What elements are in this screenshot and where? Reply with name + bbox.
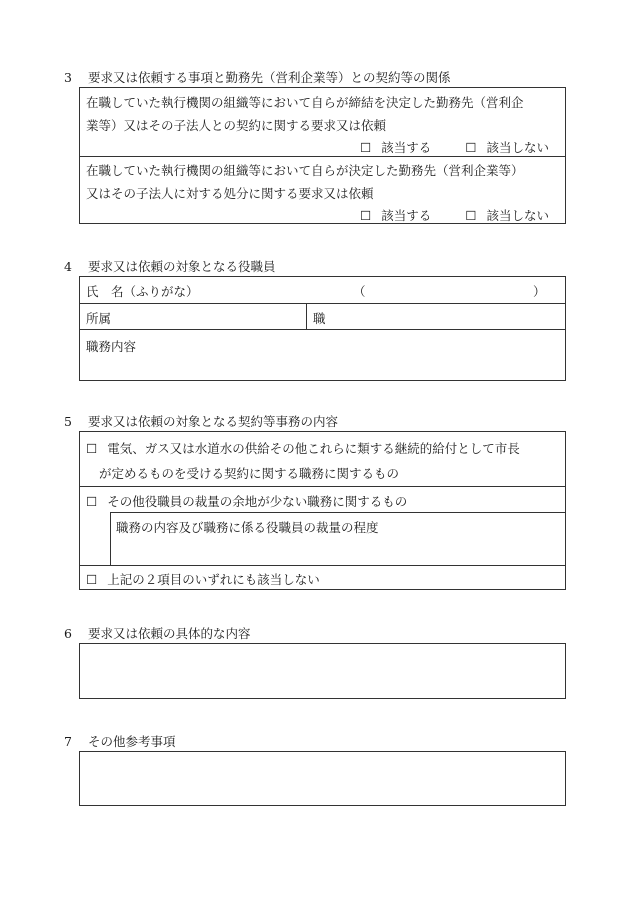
checkbox-icon[interactable]: ☐	[465, 140, 477, 155]
affiliation-label: 所属	[86, 311, 112, 326]
discretion-detail-box[interactable]	[110, 512, 566, 565]
option-text: 上記の２項目のいずれにも該当しない	[107, 572, 320, 587]
section-number: 6	[64, 626, 72, 641]
contract-text-line-1: 在職していた執行機関の組織等において自らが締結を決定した勤務先（営利企	[86, 95, 524, 110]
checkbox-icon[interactable]: ☐	[360, 140, 372, 155]
furigana-paren-open: （	[353, 284, 366, 299]
low-discretion-line	[86, 492, 407, 510]
section-title: その他参考事項	[88, 734, 176, 749]
section-number: 5	[64, 414, 72, 429]
column-divider	[306, 304, 307, 329]
none-option-line	[86, 570, 320, 588]
section-5-heading	[64, 412, 338, 430]
option-label: 該当しない	[486, 208, 549, 223]
checkbox-icon[interactable]: ☐	[86, 441, 98, 456]
contract-duty-table	[79, 431, 566, 590]
contract-options	[360, 138, 549, 156]
option-text: その他役職員の裁量の余地が少ない職務に関するもの	[107, 494, 408, 509]
contract-text-line-2: 業等）又はその子法人との契約に関する要求又は依頼	[86, 118, 387, 133]
employee-table	[79, 276, 566, 381]
affiliation-row	[80, 303, 565, 329]
disposition-not-applies-option[interactable]	[465, 206, 549, 224]
section-title: 要求又は依頼の対象となる役職員	[88, 259, 276, 274]
utility-option-line-1	[86, 439, 520, 457]
request-details-box[interactable]	[79, 643, 566, 699]
option-label: 該当しない	[486, 140, 549, 155]
section-7-heading	[64, 732, 176, 750]
disposition-applies-option[interactable]	[360, 206, 431, 224]
section-title: 要求又は依頼の具体的な内容	[88, 626, 251, 641]
checkbox-icon[interactable]: ☐	[86, 572, 98, 587]
checkbox-icon[interactable]: ☐	[360, 208, 372, 223]
low-discretion-option[interactable]	[80, 486, 565, 565]
utility-option-line-2: が定めるものを受ける契約に関する職務に関するもの	[99, 466, 400, 481]
section-number: 3	[64, 70, 72, 85]
contract-applies-option[interactable]	[360, 138, 431, 156]
duties-label: 職務内容	[86, 339, 137, 354]
section-number: 4	[64, 259, 72, 274]
checkbox-icon[interactable]: ☐	[86, 494, 98, 509]
option-text: 電気、ガス又は水道水の供給その他これらに類する継続的給付として市長	[107, 441, 520, 456]
none-option[interactable]	[80, 565, 565, 589]
section-3-heading	[64, 68, 451, 86]
option-label: 該当する	[381, 140, 432, 155]
discretion-detail-label: 職務の内容及び職務に係る役職員の裁量の程度	[116, 520, 379, 535]
option-label: 該当する	[381, 208, 432, 223]
section-number: 7	[64, 734, 72, 749]
position-label: 職	[313, 311, 326, 326]
checkbox-icon[interactable]: ☐	[465, 208, 477, 223]
contract-row	[80, 88, 565, 156]
name-row[interactable]	[80, 277, 565, 303]
disposition-text-line-1: 在職していた執行機関の組織等において自らが決定した勤務先（営利企業等）	[86, 163, 524, 178]
section-title: 要求又は依頼する事項と勤務先（営利企業等）との契約等の関係	[88, 70, 451, 85]
name-label: 氏 名（ふりがな）	[86, 284, 199, 299]
disposition-row	[80, 156, 565, 224]
utility-contract-option[interactable]	[80, 432, 565, 486]
disposition-text-line-2: 又はその子法人に対する処分に関する要求又は依頼	[86, 186, 374, 201]
contract-relation-table	[79, 87, 566, 224]
other-reference-box[interactable]	[79, 751, 566, 806]
disposition-options	[360, 206, 549, 224]
section-title: 要求又は依頼の対象となる契約等事務の内容	[88, 414, 339, 429]
section-4-heading	[64, 257, 276, 275]
section-6-heading	[64, 624, 251, 642]
furigana-paren-close: ）	[533, 284, 546, 299]
duties-row[interactable]	[80, 329, 565, 380]
contract-not-applies-option[interactable]	[465, 138, 549, 156]
